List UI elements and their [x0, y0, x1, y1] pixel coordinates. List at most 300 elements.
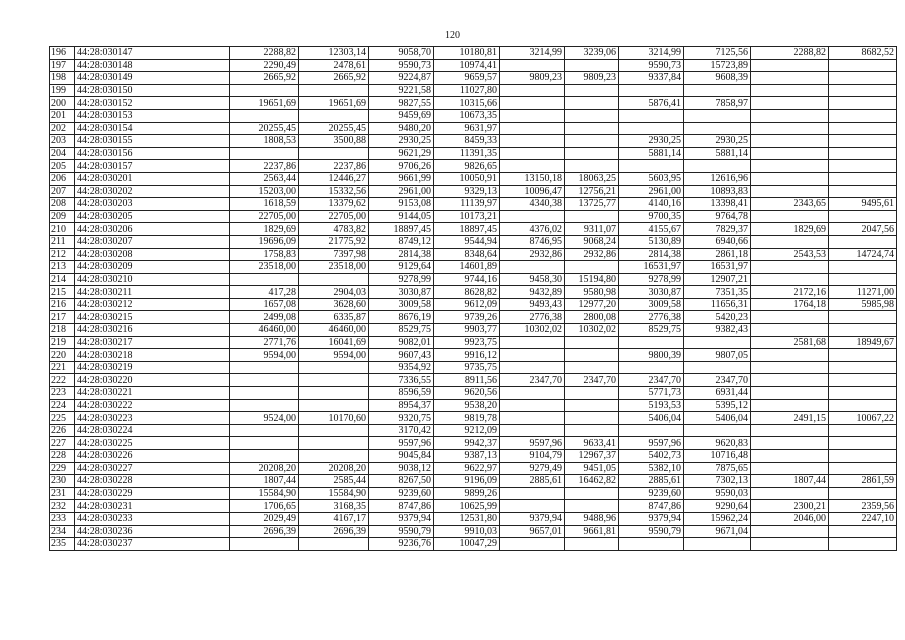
value-cell: 9068,24	[565, 235, 619, 248]
value-cell	[500, 97, 565, 110]
row-number-cell: 224	[50, 399, 75, 412]
value-cell	[565, 500, 619, 513]
row-number-cell: 221	[50, 361, 75, 374]
cadastral-id-cell: 44:28:030224	[75, 424, 230, 437]
value-cell: 2347,70	[565, 374, 619, 387]
value-cell: 9923,75	[434, 336, 500, 349]
value-cell	[299, 450, 369, 463]
value-cell: 9661,81	[565, 525, 619, 538]
table-row	[50, 462, 897, 475]
value-cell: 20208,20	[230, 462, 299, 475]
row-number-cell: 206	[50, 172, 75, 185]
value-cell: 1807,44	[751, 475, 829, 488]
value-cell: 9739,26	[434, 311, 500, 324]
value-cell: 9620,83	[684, 437, 751, 450]
value-cell	[565, 59, 619, 72]
value-cell	[565, 399, 619, 412]
value-cell: 11271,00	[829, 286, 897, 299]
value-cell: 8529,75	[619, 324, 684, 337]
value-cell	[299, 374, 369, 387]
value-cell: 6335,87	[299, 311, 369, 324]
value-cell: 2814,38	[619, 248, 684, 261]
value-cell	[500, 387, 565, 400]
value-cell: 10180,81	[434, 47, 500, 60]
table-row	[50, 374, 897, 387]
value-cell: 2499,08	[230, 311, 299, 324]
value-cell	[619, 122, 684, 135]
value-cell	[230, 450, 299, 463]
value-cell	[684, 160, 751, 173]
value-cell: 18897,45	[369, 223, 434, 236]
value-cell: 12446,27	[299, 172, 369, 185]
value-cell: 9045,84	[369, 450, 434, 463]
value-cell: 18897,45	[434, 223, 500, 236]
table-row	[50, 361, 897, 374]
value-cell	[751, 185, 829, 198]
value-cell: 2771,76	[230, 336, 299, 349]
value-cell	[565, 424, 619, 437]
table-row	[50, 450, 897, 463]
value-cell	[500, 538, 565, 551]
value-cell	[829, 374, 897, 387]
value-cell: 3628,60	[299, 298, 369, 311]
value-cell: 9631,97	[434, 122, 500, 135]
value-cell: 5130,89	[619, 235, 684, 248]
cadastral-id-cell: 44:28:030216	[75, 324, 230, 337]
value-cell	[619, 84, 684, 97]
table-row	[50, 387, 897, 400]
table-row	[50, 97, 897, 110]
value-cell: 2237,86	[230, 160, 299, 173]
value-cell: 9657,01	[500, 525, 565, 538]
value-cell: 9129,64	[369, 261, 434, 274]
value-cell: 1764,18	[751, 298, 829, 311]
value-cell	[230, 424, 299, 437]
row-number-cell: 199	[50, 84, 75, 97]
row-number-cell: 233	[50, 512, 75, 525]
value-cell: 10974,41	[434, 59, 500, 72]
value-cell: 5420,23	[684, 311, 751, 324]
value-cell: 3030,87	[619, 286, 684, 299]
value-cell: 10673,35	[434, 109, 500, 122]
value-cell	[829, 72, 897, 85]
value-cell	[684, 84, 751, 97]
value-cell	[829, 437, 897, 450]
table-row	[50, 147, 897, 160]
value-cell	[299, 437, 369, 450]
value-cell	[299, 109, 369, 122]
value-cell: 9038,12	[369, 462, 434, 475]
value-cell: 8459,33	[434, 135, 500, 148]
value-cell	[565, 97, 619, 110]
value-cell: 5603,95	[619, 172, 684, 185]
value-cell	[829, 349, 897, 362]
table-row	[50, 235, 897, 248]
value-cell	[565, 412, 619, 425]
value-cell: 2563,44	[230, 172, 299, 185]
value-cell: 16041,69	[299, 336, 369, 349]
value-cell	[829, 97, 897, 110]
row-number-cell: 200	[50, 97, 75, 110]
cadastral-id-cell: 44:28:030223	[75, 412, 230, 425]
value-cell	[751, 538, 829, 551]
value-cell: 1829,69	[751, 223, 829, 236]
value-cell: 9597,96	[369, 437, 434, 450]
value-cell	[829, 261, 897, 274]
value-cell: 4783,82	[299, 223, 369, 236]
value-cell: 2776,38	[619, 311, 684, 324]
table-row	[50, 475, 897, 488]
value-cell: 9597,96	[619, 437, 684, 450]
value-cell: 20255,45	[230, 122, 299, 135]
value-cell: 5985,98	[829, 298, 897, 311]
value-cell	[684, 109, 751, 122]
value-cell: 10302,02	[500, 324, 565, 337]
table-row	[50, 298, 897, 311]
value-cell	[684, 122, 751, 135]
value-cell: 9661,99	[369, 172, 434, 185]
value-cell: 1618,59	[230, 198, 299, 211]
value-cell: 23518,00	[230, 261, 299, 274]
value-cell: 15203,00	[230, 185, 299, 198]
value-cell: 2288,82	[230, 47, 299, 60]
value-cell	[751, 235, 829, 248]
value-cell: 9221,58	[369, 84, 434, 97]
value-cell: 9590,03	[684, 487, 751, 500]
value-cell: 5382,10	[619, 462, 684, 475]
cadastral-id-cell: 44:28:030215	[75, 311, 230, 324]
cadastral-id-cell: 44:28:030236	[75, 525, 230, 538]
value-cell: 9480,20	[369, 122, 434, 135]
value-cell	[299, 424, 369, 437]
table-row	[50, 109, 897, 122]
value-cell: 2930,25	[369, 135, 434, 148]
value-cell: 13379,62	[299, 198, 369, 211]
value-cell: 12907,21	[684, 273, 751, 286]
value-cell: 9279,49	[500, 462, 565, 475]
value-cell	[500, 424, 565, 437]
value-cell	[500, 135, 565, 148]
table-row	[50, 84, 897, 97]
value-cell: 4140,16	[619, 198, 684, 211]
value-cell	[299, 147, 369, 160]
value-cell: 9916,12	[434, 349, 500, 362]
value-cell: 10047,29	[434, 538, 500, 551]
value-cell	[829, 160, 897, 173]
value-cell: 2961,00	[619, 185, 684, 198]
value-cell	[829, 324, 897, 337]
value-cell: 9379,94	[369, 512, 434, 525]
value-cell: 9058,70	[369, 47, 434, 60]
cadastral-id-cell: 44:28:030208	[75, 248, 230, 261]
value-cell	[829, 135, 897, 148]
value-cell	[751, 160, 829, 173]
value-cell: 9196,09	[434, 475, 500, 488]
value-cell	[751, 374, 829, 387]
value-cell: 2696,39	[230, 525, 299, 538]
table-row	[50, 47, 897, 60]
value-cell	[829, 84, 897, 97]
value-cell	[829, 122, 897, 135]
value-cell: 7302,13	[684, 475, 751, 488]
value-cell: 16462,82	[565, 475, 619, 488]
value-cell: 9082,01	[369, 336, 434, 349]
value-cell: 9597,96	[500, 437, 565, 450]
row-number-cell: 227	[50, 437, 75, 450]
value-cell: 2343,65	[751, 198, 829, 211]
value-cell: 9311,07	[565, 223, 619, 236]
value-cell	[829, 424, 897, 437]
value-cell: 2237,86	[299, 160, 369, 173]
value-cell: 8676,19	[369, 311, 434, 324]
value-cell: 10096,47	[500, 185, 565, 198]
value-cell: 5406,04	[619, 412, 684, 425]
value-cell: 13398,41	[684, 198, 751, 211]
row-number-cell: 205	[50, 160, 75, 173]
value-cell: 9594,00	[230, 349, 299, 362]
value-cell	[500, 261, 565, 274]
value-cell: 20255,45	[299, 122, 369, 135]
value-cell: 12303,14	[299, 47, 369, 60]
cadastral-id-cell: 44:28:030209	[75, 261, 230, 274]
table-row	[50, 487, 897, 500]
table-row	[50, 135, 897, 148]
table-row	[50, 172, 897, 185]
row-number-cell: 234	[50, 525, 75, 538]
row-number-cell: 218	[50, 324, 75, 337]
value-cell: 9607,43	[369, 349, 434, 362]
cadastral-id-cell: 44:28:030205	[75, 210, 230, 223]
value-cell: 9329,13	[434, 185, 500, 198]
row-number-cell: 235	[50, 538, 75, 551]
value-cell	[619, 424, 684, 437]
value-cell: 2961,00	[369, 185, 434, 198]
cadastral-id-cell: 44:28:030211	[75, 286, 230, 299]
value-cell: 9809,23	[565, 72, 619, 85]
value-cell: 2800,08	[565, 311, 619, 324]
value-cell	[829, 487, 897, 500]
value-cell	[829, 147, 897, 160]
row-number-cell: 203	[50, 135, 75, 148]
value-cell: 8682,52	[829, 47, 897, 60]
table-row	[50, 198, 897, 211]
value-cell	[230, 399, 299, 412]
table-row	[50, 336, 897, 349]
value-cell	[751, 349, 829, 362]
value-cell: 1758,83	[230, 248, 299, 261]
value-cell: 20208,20	[299, 462, 369, 475]
value-cell	[751, 424, 829, 437]
value-cell	[751, 210, 829, 223]
value-cell: 14724,74	[829, 248, 897, 261]
cadastral-id-cell: 44:28:030202	[75, 185, 230, 198]
value-cell	[565, 361, 619, 374]
value-cell: 46460,00	[230, 324, 299, 337]
value-cell	[565, 84, 619, 97]
value-cell: 3214,99	[619, 47, 684, 60]
row-number-cell: 232	[50, 500, 75, 513]
value-cell: 9538,20	[434, 399, 500, 412]
value-cell	[829, 450, 897, 463]
table-row	[50, 286, 897, 299]
cadastral-id-cell: 44:28:030228	[75, 475, 230, 488]
value-cell	[500, 500, 565, 513]
value-cell: 7875,65	[684, 462, 751, 475]
value-cell: 5406,04	[684, 412, 751, 425]
value-cell	[829, 387, 897, 400]
value-cell: 9379,94	[500, 512, 565, 525]
value-cell: 2696,39	[299, 525, 369, 538]
value-cell: 9910,03	[434, 525, 500, 538]
value-cell	[565, 122, 619, 135]
row-number-cell: 208	[50, 198, 75, 211]
value-cell	[565, 160, 619, 173]
cadastral-id-cell: 44:28:030150	[75, 84, 230, 97]
value-cell: 8746,95	[500, 235, 565, 248]
value-cell: 9459,69	[369, 109, 434, 122]
value-cell	[565, 349, 619, 362]
cadastral-id-cell: 44:28:030225	[75, 437, 230, 450]
value-cell: 8954,37	[369, 399, 434, 412]
value-cell	[751, 72, 829, 85]
value-cell: 13725,77	[565, 198, 619, 211]
value-cell: 2861,18	[684, 248, 751, 261]
value-cell	[751, 450, 829, 463]
value-cell: 11391,35	[434, 147, 500, 160]
value-cell: 9659,57	[434, 72, 500, 85]
cadastral-id-cell: 44:28:030148	[75, 59, 230, 72]
value-cell: 9706,26	[369, 160, 434, 173]
value-cell: 2861,59	[829, 475, 897, 488]
value-cell: 3170,42	[369, 424, 434, 437]
cadastral-value-table	[49, 46, 897, 551]
value-cell	[751, 135, 829, 148]
value-cell: 9320,75	[369, 412, 434, 425]
value-cell: 2347,70	[684, 374, 751, 387]
row-number-cell: 202	[50, 122, 75, 135]
value-cell: 9239,60	[619, 487, 684, 500]
value-cell: 9379,94	[619, 512, 684, 525]
value-cell: 9594,00	[299, 349, 369, 362]
row-number-cell: 220	[50, 349, 75, 362]
value-cell: 12531,80	[434, 512, 500, 525]
table-row	[50, 311, 897, 324]
value-cell: 10893,83	[684, 185, 751, 198]
value-cell	[500, 361, 565, 374]
value-cell	[565, 135, 619, 148]
value-cell: 2776,38	[500, 311, 565, 324]
table-row	[50, 324, 897, 337]
value-cell: 23518,00	[299, 261, 369, 274]
table-row	[50, 210, 897, 223]
value-cell: 12967,37	[565, 450, 619, 463]
value-cell: 7351,35	[684, 286, 751, 299]
table-row	[50, 160, 897, 173]
value-cell	[230, 361, 299, 374]
row-number-cell: 210	[50, 223, 75, 236]
value-cell: 2885,61	[500, 475, 565, 488]
table-row	[50, 437, 897, 450]
value-cell: 2288,82	[751, 47, 829, 60]
cadastral-id-cell: 44:28:030231	[75, 500, 230, 513]
value-cell	[751, 462, 829, 475]
cadastral-id-cell: 44:28:030220	[75, 374, 230, 387]
row-number-cell: 223	[50, 387, 75, 400]
value-cell: 9800,39	[619, 349, 684, 362]
value-cell: 9290,64	[684, 500, 751, 513]
cadastral-id-cell: 44:28:030152	[75, 97, 230, 110]
value-cell: 9451,05	[565, 462, 619, 475]
value-cell: 4167,17	[299, 512, 369, 525]
value-cell: 9764,78	[684, 210, 751, 223]
value-cell: 1829,69	[230, 223, 299, 236]
value-cell: 10302,02	[565, 324, 619, 337]
cadastral-id-cell: 44:28:030222	[75, 399, 230, 412]
value-cell: 15962,24	[684, 512, 751, 525]
value-cell	[299, 538, 369, 551]
value-cell: 9700,35	[619, 210, 684, 223]
value-cell: 12756,21	[565, 185, 619, 198]
value-cell	[500, 84, 565, 97]
value-cell: 8747,86	[369, 500, 434, 513]
value-cell	[565, 109, 619, 122]
value-cell: 46460,00	[299, 324, 369, 337]
value-cell: 9524,00	[230, 412, 299, 425]
table-row	[50, 72, 897, 85]
table-row	[50, 185, 897, 198]
value-cell	[565, 387, 619, 400]
value-cell	[829, 210, 897, 223]
value-cell: 9671,04	[684, 525, 751, 538]
value-cell	[751, 147, 829, 160]
table-row	[50, 512, 897, 525]
value-cell: 9826,65	[434, 160, 500, 173]
value-cell: 9354,92	[369, 361, 434, 374]
value-cell: 2581,68	[751, 336, 829, 349]
value-cell: 11656,31	[684, 298, 751, 311]
cadastral-id-cell: 44:28:030218	[75, 349, 230, 362]
value-cell	[829, 399, 897, 412]
value-cell	[684, 538, 751, 551]
table-row	[50, 500, 897, 513]
value-cell	[829, 361, 897, 374]
value-cell: 4340,38	[500, 198, 565, 211]
value-cell: 19651,69	[299, 97, 369, 110]
value-cell: 2665,92	[299, 72, 369, 85]
value-cell: 7858,97	[684, 97, 751, 110]
value-cell	[619, 336, 684, 349]
value-cell	[230, 273, 299, 286]
value-cell	[565, 261, 619, 274]
value-cell	[751, 324, 829, 337]
value-cell: 3168,35	[299, 500, 369, 513]
value-cell: 22705,00	[230, 210, 299, 223]
value-cell	[619, 109, 684, 122]
table-row	[50, 273, 897, 286]
value-cell	[751, 122, 829, 135]
row-number-cell: 216	[50, 298, 75, 311]
value-cell: 9622,97	[434, 462, 500, 475]
value-cell: 5881,14	[684, 147, 751, 160]
value-cell	[500, 349, 565, 362]
value-cell: 2172,16	[751, 286, 829, 299]
value-cell: 9590,79	[619, 525, 684, 538]
row-number-cell: 207	[50, 185, 75, 198]
value-cell: 2046,00	[751, 512, 829, 525]
row-number-cell: 211	[50, 235, 75, 248]
value-cell: 7829,37	[684, 223, 751, 236]
value-cell: 11027,80	[434, 84, 500, 97]
